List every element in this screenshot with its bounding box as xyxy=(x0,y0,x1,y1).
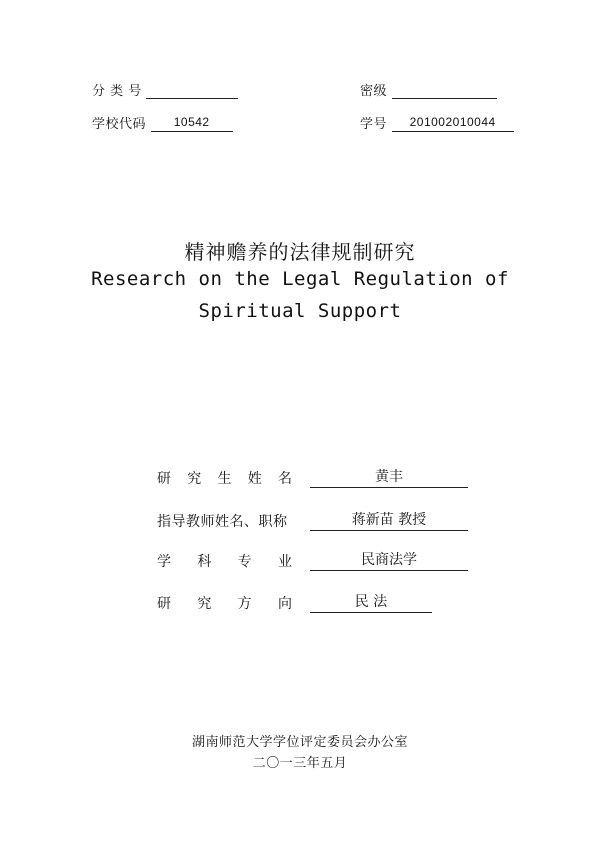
student-name-value: 黄丰 xyxy=(310,467,468,488)
advisor-value: 蒋新苗 教授 xyxy=(310,510,468,531)
direction-value: 民 法 xyxy=(310,592,432,613)
classification-label: 分 类 号 xyxy=(92,84,142,99)
title-english-line2: Spiritual Support xyxy=(198,300,402,322)
student-id-row xyxy=(360,113,514,132)
school-code-label: 学校代码 xyxy=(92,117,147,132)
classification-row xyxy=(92,80,238,99)
title-chinese: 精神赡养的法律规制研究 xyxy=(184,240,416,264)
student-id-label: 学号 xyxy=(360,117,388,132)
student-name-label: 研 究 生 姓 名 xyxy=(157,471,292,487)
direction-label: 研 究 方 向 xyxy=(157,596,292,612)
advisor-label: 指导教师姓名、职称 xyxy=(157,514,288,530)
classification-value xyxy=(146,82,238,99)
school-code-value: 10542 xyxy=(151,115,233,132)
issuing-office: 湖南师范大学学位评定委员会办公室 xyxy=(191,735,408,750)
secret-label: 密级 xyxy=(360,84,388,99)
secret-row xyxy=(360,80,497,99)
school-code-row xyxy=(92,113,233,132)
student-id-value: 201002010044 xyxy=(392,115,514,132)
secret-value xyxy=(392,82,497,99)
issue-date: 二〇一三年五月 xyxy=(252,756,348,771)
title-english-line1: Research on the Legal Regulation of xyxy=(91,268,509,290)
major-value: 民商法学 xyxy=(310,550,468,571)
major-label: 学 科 专 业 xyxy=(157,554,292,570)
